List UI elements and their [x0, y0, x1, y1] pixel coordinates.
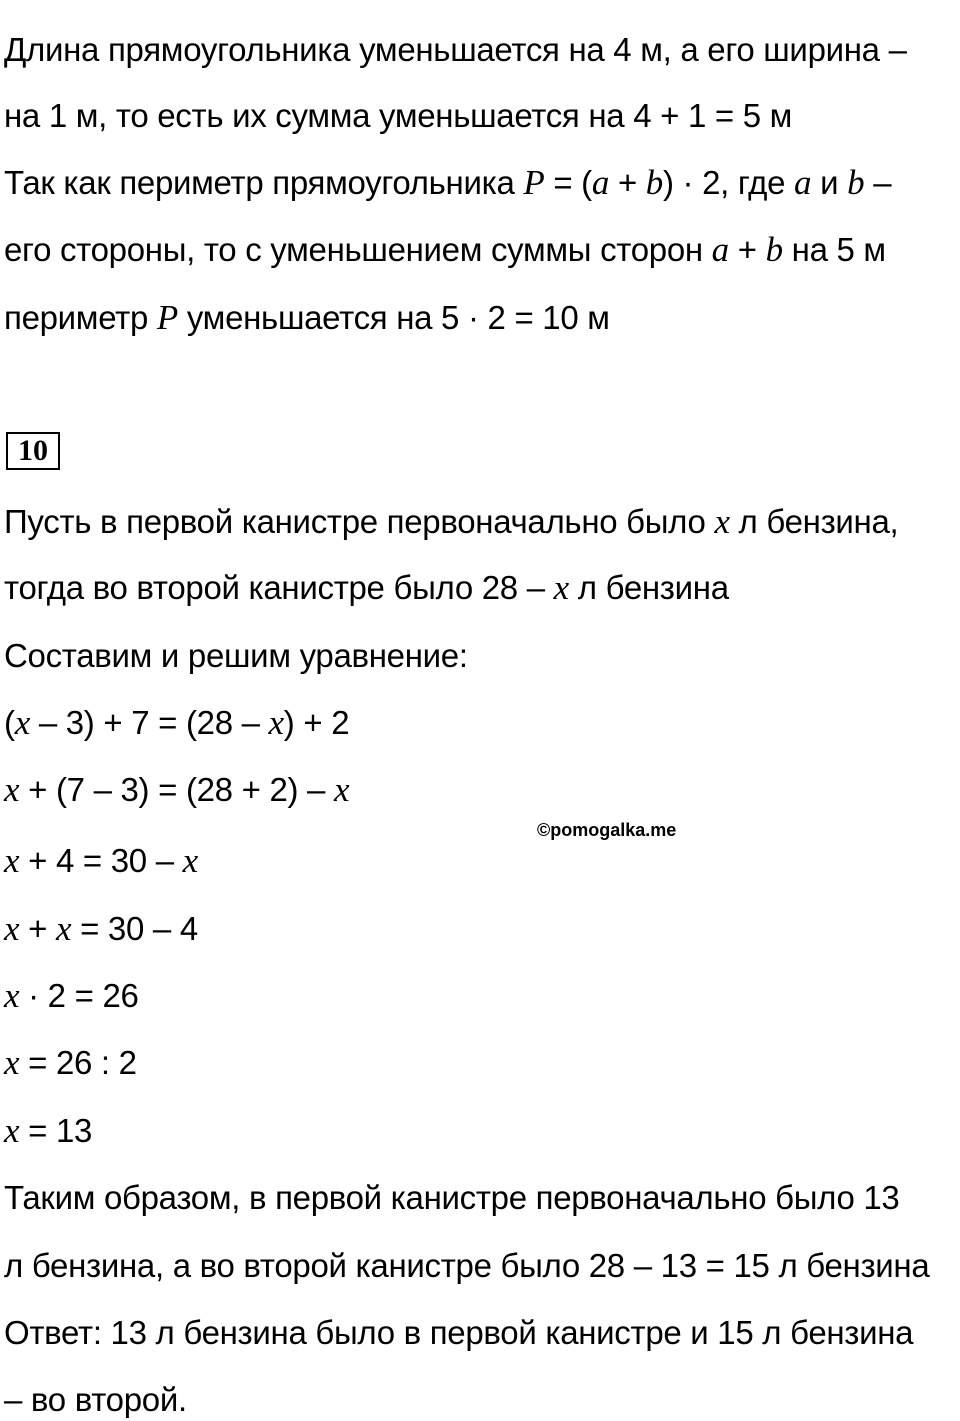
math-variable: x	[268, 703, 284, 742]
equation-line: x + x = 30 – 4	[4, 909, 198, 948]
math-variable: x	[714, 502, 730, 541]
answer-line: Ответ: 13 л бензина было в первой канистре и 15 л бензина	[4, 1314, 914, 1351]
text-line: Длина прямоугольника уменьшается на 4 м, а его ширина –	[4, 31, 907, 68]
math-variable: b	[765, 230, 783, 269]
equation-line: x + (7 – 3) = (28 + 2) – x	[4, 770, 350, 809]
math-variable: x	[14, 703, 30, 742]
text-line: л бензина, а во второй канистре было 28 – 13 = 15 л бензина	[4, 1247, 930, 1284]
math-variable: x	[4, 1043, 20, 1082]
math-variable: P	[156, 298, 178, 337]
text-line: Так как периметр прямоугольника P = (a + b) · 2, где a и b –	[4, 163, 892, 202]
text-line: Таким образом, в первой канистре первоначально было 13	[4, 1179, 900, 1216]
text-line: на 1 м, то есть их сумма уменьшается на 4 + 1 = 5 м	[4, 97, 793, 134]
math-variable: x	[182, 841, 198, 880]
task-number-box: 10	[6, 432, 60, 470]
equation-line: x + 4 = 30 – x	[4, 841, 198, 880]
math-variable: x	[4, 770, 20, 809]
math-variable: x	[333, 770, 350, 809]
math-variable: x	[553, 568, 569, 607]
text-line: Пусть в первой канистре первоначально было x л бензина,	[4, 502, 899, 541]
answer-line: – во второй.	[4, 1381, 187, 1418]
watermark: ©pomogalka.me	[537, 820, 677, 840]
text-line: тогда во второй канистре было 28 – x л бензина	[4, 568, 729, 607]
text-line: его стороны, то с уменьшением суммы сторон a + b на 5 м	[4, 230, 886, 269]
math-variable: x	[55, 909, 72, 948]
text-line: периметр P уменьшается на 5 · 2 = 10 м	[4, 298, 610, 337]
math-variable: P	[523, 163, 545, 202]
math-variable: x	[4, 841, 20, 880]
math-variable: x	[4, 1111, 20, 1150]
math-variable: b	[847, 163, 865, 202]
math-variable: a	[591, 163, 610, 202]
equation-line: x = 13	[4, 1111, 93, 1150]
text-line: Составим и решим уравнение:	[4, 637, 468, 674]
math-variable: a	[711, 230, 729, 269]
math-variable: a	[794, 163, 812, 202]
equation-line: (x – 3) + 7 = (28 – x) + 2	[4, 703, 350, 742]
equation-line: x · 2 = 26	[4, 976, 139, 1015]
math-variable: x	[4, 976, 20, 1015]
math-variable: b	[645, 163, 663, 202]
math-variable: x	[4, 909, 20, 948]
equation-line: x = 26 : 2	[4, 1043, 137, 1082]
